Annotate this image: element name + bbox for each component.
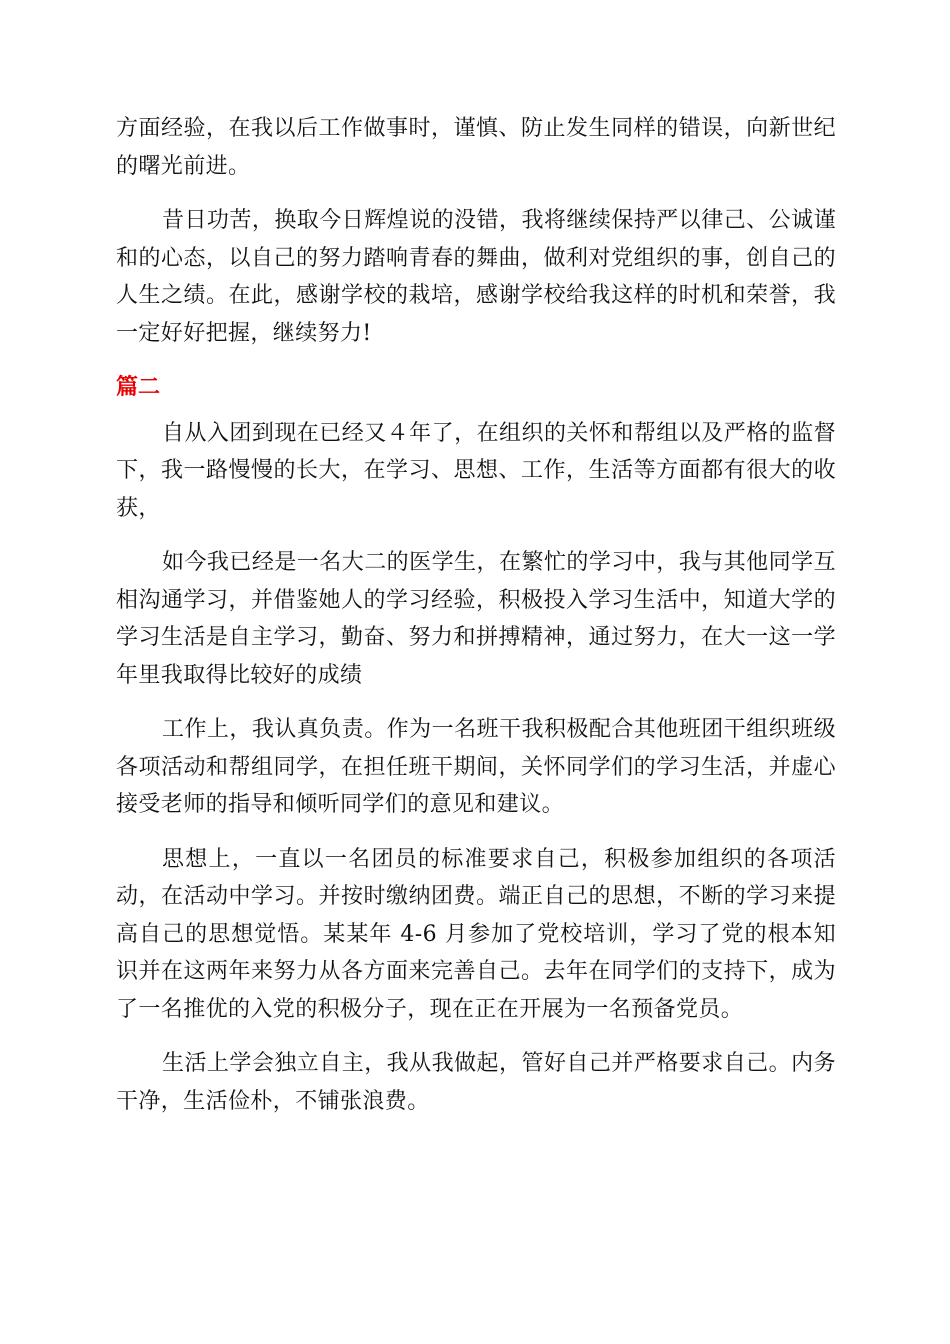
paragraph-conclusion: 昔日功苦，换取今日辉煌说的没错，我将继续保持严以律己、公诚谨和的心态，以自己的努力踏响青春的舞曲，做利对党组织的事，创自己的人生之绩。在此，感谢学校的栽培，感谢学校给我这样的时机和荣誉，我一定好好把握，继续努力! [116,208,836,346]
paragraph-life: 生活上学会独立自主，我从我做起，管好自己并严格要求自己。内务干净，生活俭朴，不铺张浪费。 [116,1051,836,1114]
paragraph-continued: 方面经验，在我以后工作做事时，谨慎、防止发生同样的错误，向新世纪的曙光前进。 [116,116,836,179]
paragraph-work: 工作上，我认真负责。作为一名班干我积极配合其他班团干组织班级各项活动和帮组同学，在担任班干期间，关怀同学们的学习生活，并虚心接受老师的指导和倾听同学们的意见和建议。 [116,717,836,817]
paragraph-intro: 自从入团到现在已经又４年了，在组织的关怀和帮组以及严格的监督下，我一路慢慢的长大，在学习、思想、工作，生活等方面都有很大的收获， [116,420,836,521]
paragraph-study: 如今我已经是一名大二的医学生，在繁忙的学习中，我与其他同学互相沟通学习，并借鉴她人的学习经验，积极投入学习生活中，知道大学的学习生活是自主学习，勤奋、努力和拼搏精神，通过努力，在大一这一学年里我取得比较好的成绩 [116,550,836,688]
document-body [116,110,836,1137]
paragraph-thought: 思想上，一直以一名团员的标准要求自己，积极参加组织的各项活动，在活动中学习。并按时缴纳团费。端正自己的思想，不断的学习来提高自己的思想觉悟。某某年 4-6 月参加了党校培训，学习了党的根本知识并在这两年来努力从各方面来完善自己。去年在同学们的支持下，成为了一名推优的入党的积极分子，现在正在开展为一名预备党员。 [116,846,836,1022]
section-heading: 篇二 [116,375,161,400]
